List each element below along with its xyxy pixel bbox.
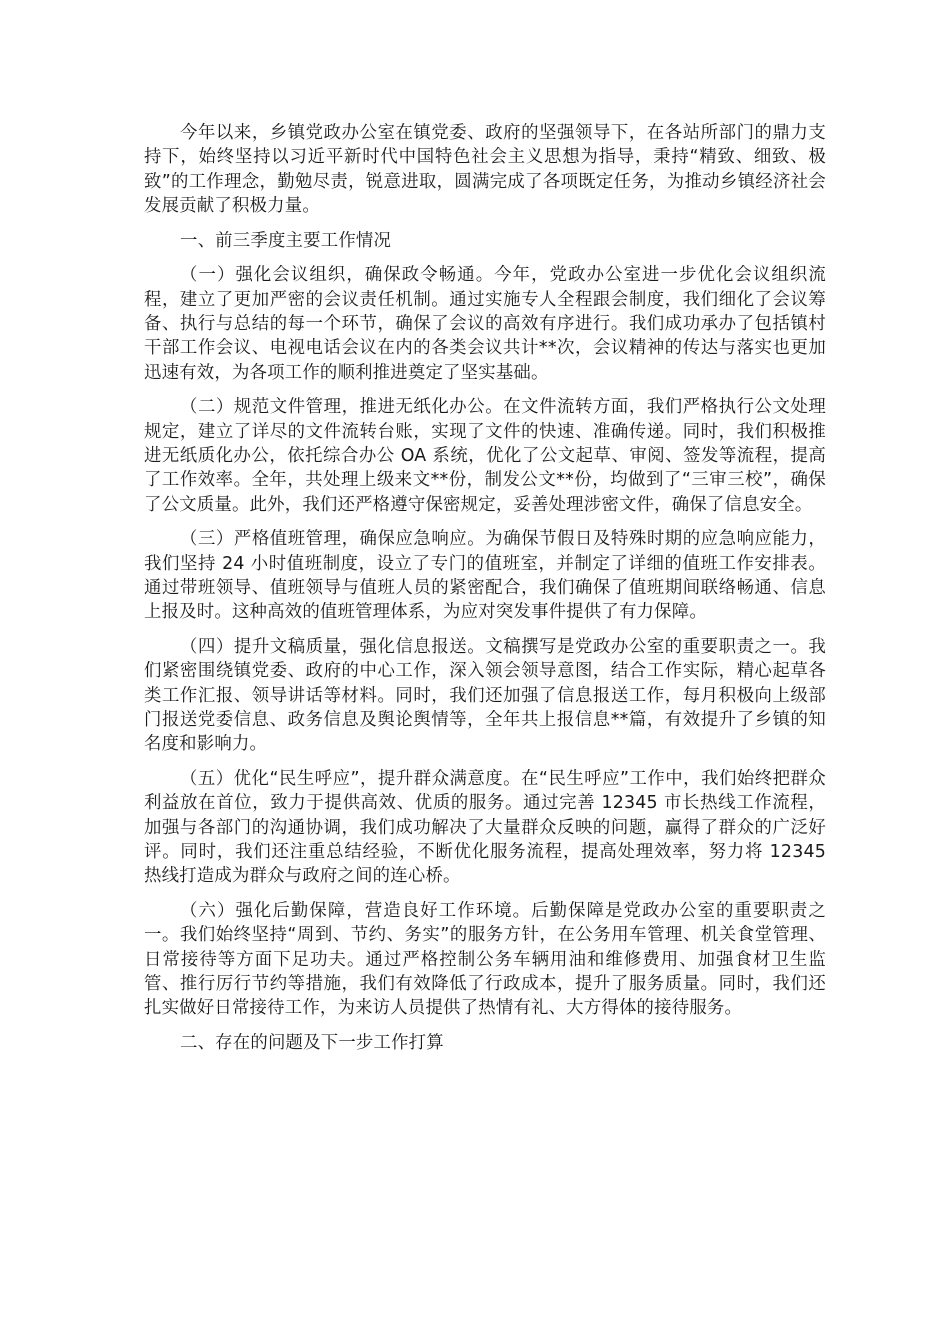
work-item-title: （一）强化会议组织，确保政令畅通。 — [180, 265, 495, 286]
work-item-3 — [144, 527, 826, 624]
work-item-body: 后勤保障是党政办公室的重要职责之一。我们始终坚持“周到、节约、务实”的服务方针，在公务用车管理、机关食堂管理、日常接待等方面下足功夫。通过严格控制公务车辆用油和维修费用、加强食材卫生监管、推行厉行节约等措施，我们有效降低了行政成本，提升了服务质量。同时，我们还扎实做好日常接待工作，为来访人员提供了热情有礼、大方得体的接待服务。 — [144, 901, 826, 1019]
work-item-title: （四）提升文稿质量，强化信息报送。 — [180, 637, 486, 658]
document-page — [144, 121, 826, 1066]
work-item-6 — [144, 899, 826, 1020]
work-item-body: 今年，党政办公室进一步优化会议组织流程，建立了更加严密的会议责任机制。通过实施专人全程跟会制度，我们细化了会议筹备、执行与总结的每一个环节，确保了会议的高效有序进行。我们成功承办了包括镇村干部工作会议、电视电话会议在内的各类会议共计**次，会议精神的传达与落实也更加迅速有效，为各项工作的顺利推进奠定了坚实基础。 — [144, 265, 826, 383]
work-item-title: （三）严格值班管理，确保应急响应。 — [180, 529, 486, 550]
work-item-body: 为确保节假日及特殊时期的应急响应能力，我们坚持 24 小时值班制度，设立了专门的值班室，并制定了详细的值班工作安排表。通过带班领导、值班领导与值班人员的紧密配合，我们确保了值班期间联络畅通、信息上报及时。这种高效的值班管理体系，为应对突发事件提供了有力保障。 — [144, 529, 826, 623]
work-item-body: 在文件流转方面，我们严格执行公文处理规定，建立了详尽的文件流转台账，实现了文件的快速、准确传递。同时，我们积极推进无纸质化办公，依托综合办公 OA 系统，优化了公文起草、审阅、签发等流程，提高了工作效率。全年，共处理上级来文**份，制发公文**份，均做到了“三审三校”，确保了公文质量。此外，我们还严格遵守保密规定，妥善处理涉密文件，确保了信息安全。 — [144, 397, 826, 515]
intro-paragraph: 今年以来，乡镇党政办公室在镇党委、政府的坚强领导下，在各站所部门的鼎力支持下，始终坚持以习近平新时代中国特色社会主义思想为指导，秉持“精致、细致、极致”的工作理念，勤勉尽责，锐意进取，圆满完成了各项既定任务，为推动乡镇经济社会发展贡献了积极力量。 — [144, 123, 826, 216]
work-item-2 — [144, 395, 826, 516]
section-heading-2: 二、存在的问题及下一步工作打算 — [180, 1033, 444, 1054]
work-item-body: 在“民生呼应”工作中，我们始终把群众利益放在首位，致力于提供高效、优质的服务。通过完善 12345 市长热线工作流程，加强与各部门的沟通协调，我们成功解决了大量群众反映的问题，赢得了群众的广泛好评。同时，我们还注重总结经验，不断优化服务流程，提高处理效率，努力将 12345 热线打造成为群众与政府之间的连心桥。 — [144, 769, 827, 887]
section-heading-1: 一、前三季度主要工作情况 — [180, 230, 392, 251]
work-item-4 — [144, 635, 826, 756]
work-item-title: （五）优化“民生呼应”，提升群众满意度。 — [180, 769, 522, 790]
work-item-1 — [144, 263, 826, 384]
work-item-body: 文稿撰写是党政办公室的重要职责之一。我们紧密围绕镇党委、政府的中心工作，深入领会领导意图，结合工作实际，精心起草各类工作汇报、领导讲话等材料。同时，我们还加强了信息报送工作，每月积极向上级部门报送党委信息、政务信息及舆论舆情等，全年共上报信息**篇，有效提升了乡镇的知名度和影响力。 — [144, 637, 826, 755]
work-item-title: （二）规范文件管理，推进无纸化办公。 — [180, 397, 504, 418]
work-item-5 — [144, 767, 826, 888]
work-item-title: （六）强化后勤保障，营造良好工作环境。 — [180, 901, 532, 922]
